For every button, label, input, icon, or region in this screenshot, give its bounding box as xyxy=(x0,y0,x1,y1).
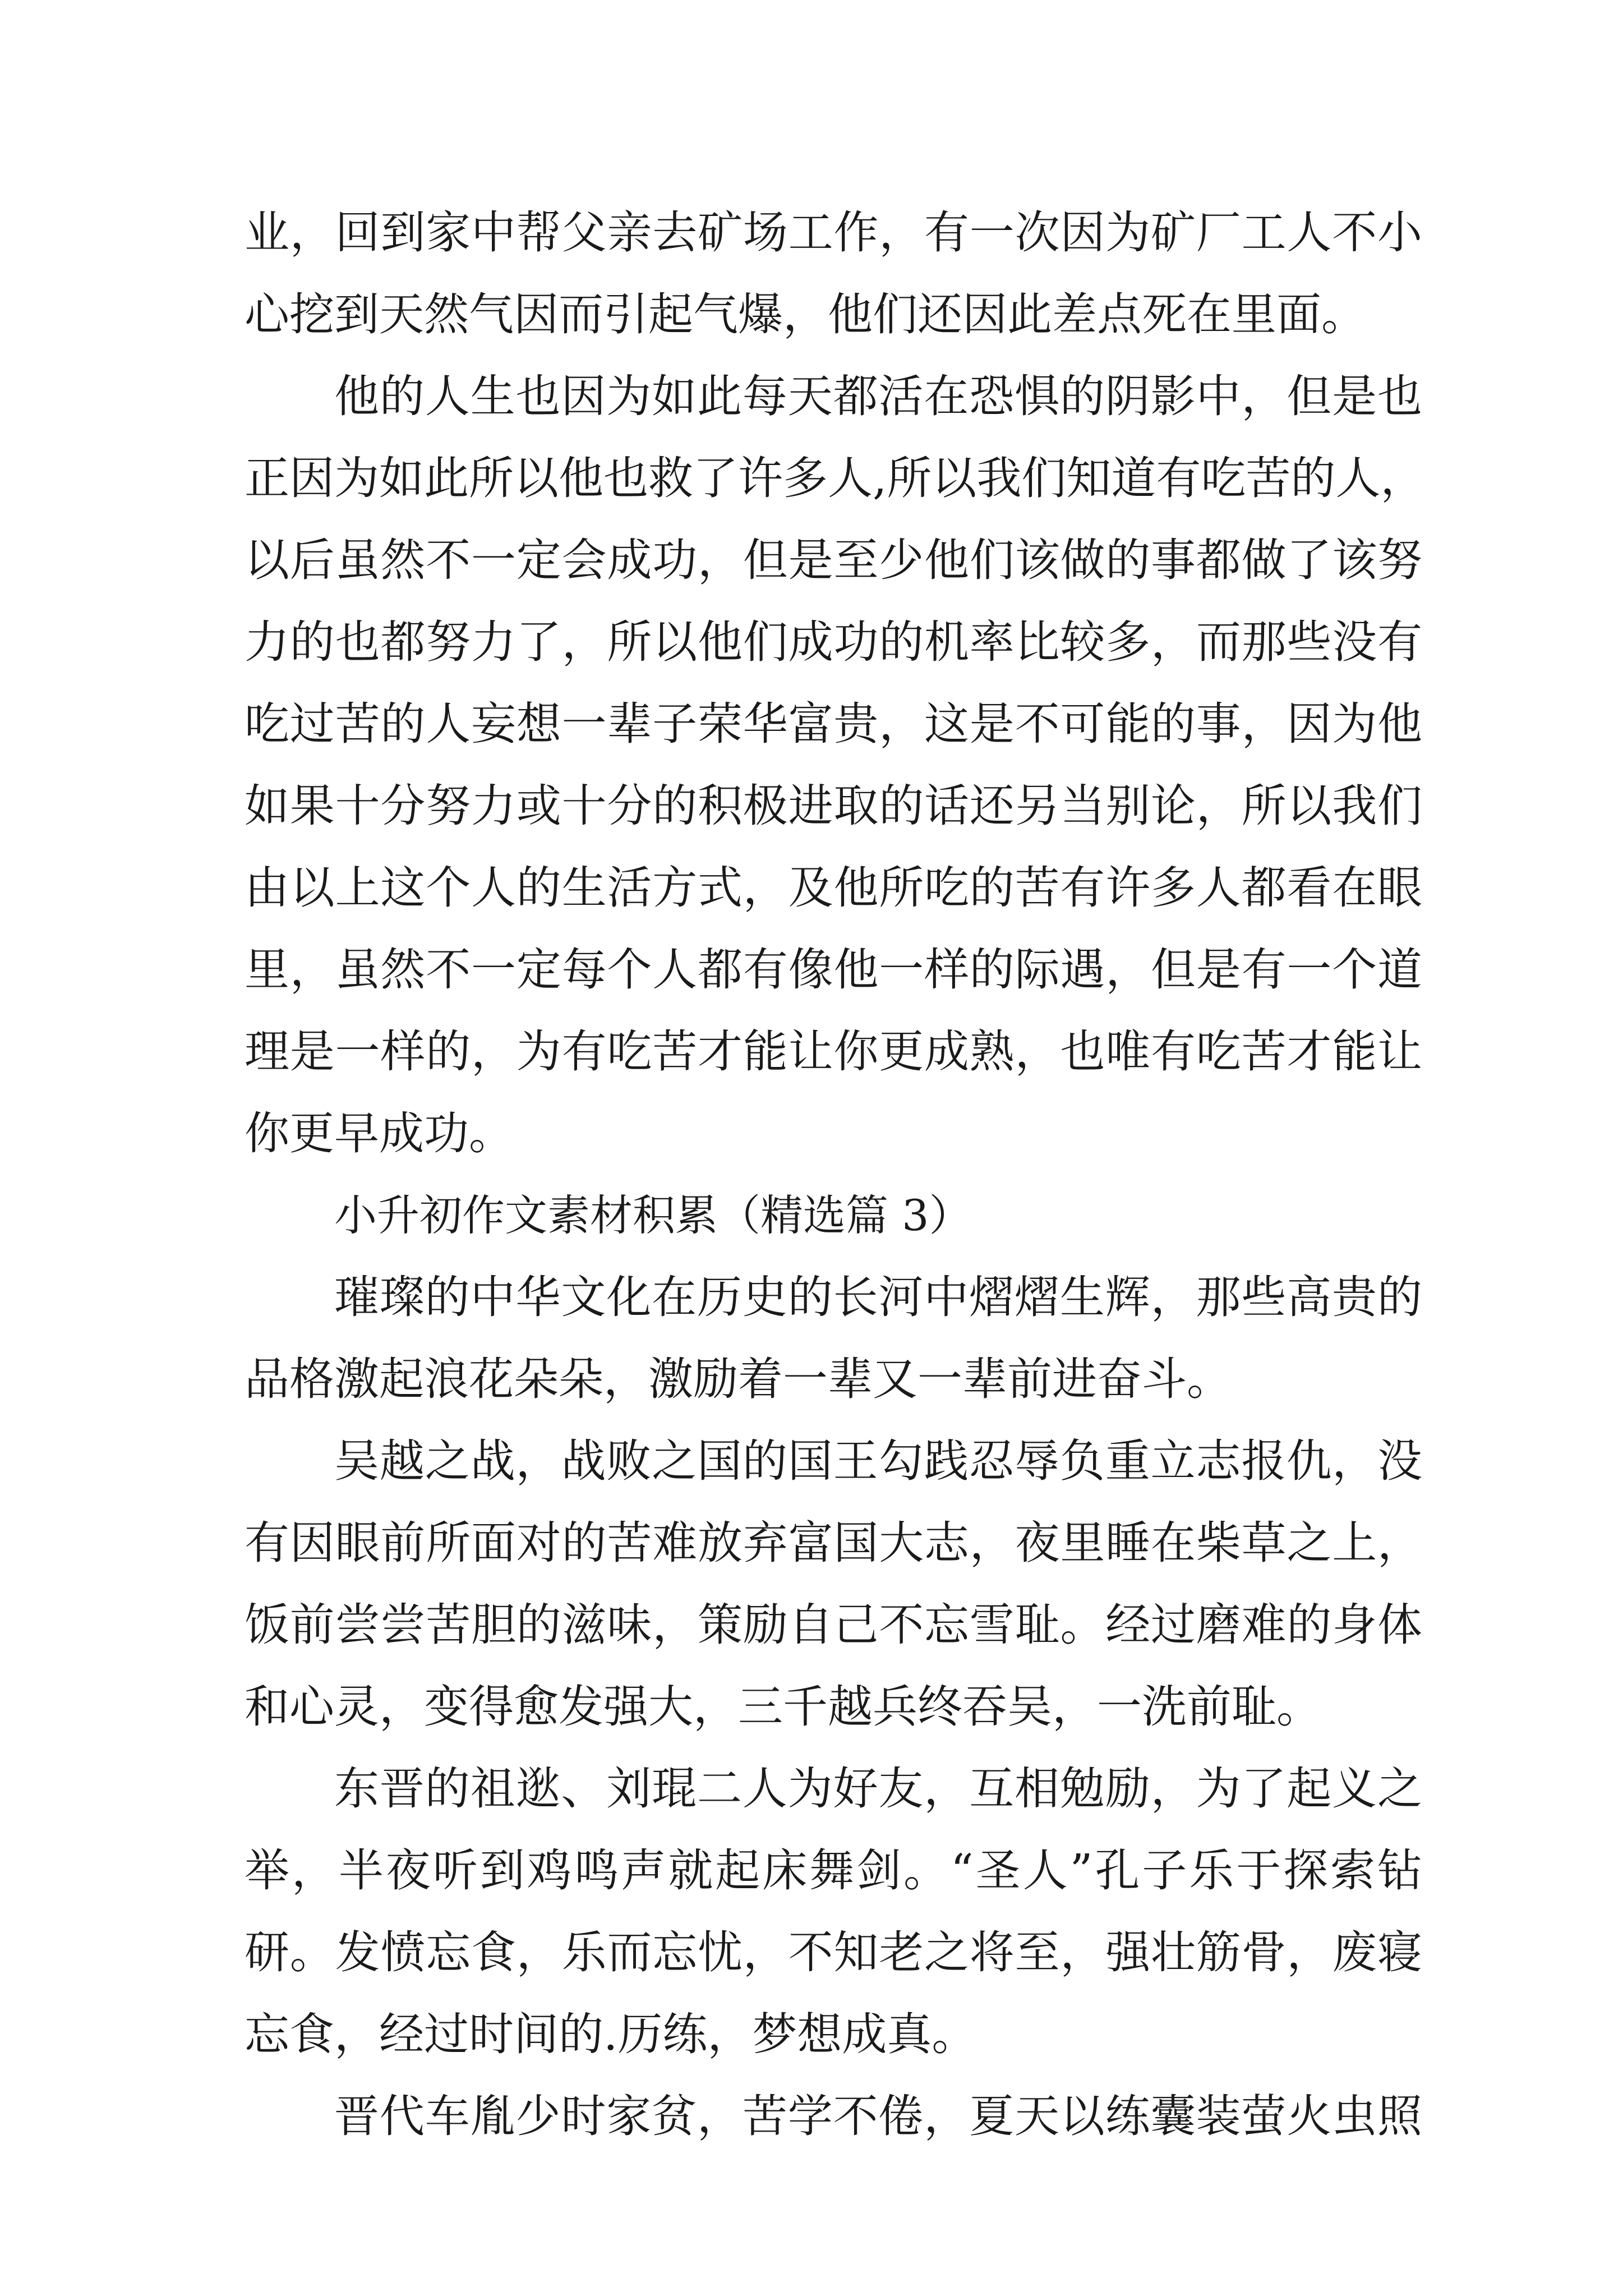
text-line: 吴越之战，战败之国的国王勾践忍辱负重立志报仇，没 xyxy=(334,1435,1422,1487)
paragraph-1 xyxy=(245,192,1422,356)
text-line: 东晋的祖逖、刘琨二人为好友，互相勉励，为了起义之 xyxy=(334,1763,1422,1815)
text-line: 饭前尝尝苦胆的滋味，策励自己不忘雪耻。经过磨难的身体 xyxy=(245,1599,1422,1651)
text-line: 力的也都努力了，所以他们成功的机率比较多，而那些没有 xyxy=(245,616,1422,668)
text-line: 由以上这个人的生活方式，及他所吃的苦有许多人都看在眼 xyxy=(245,862,1422,914)
section-heading-text: 小升初作文素材积累（精选篇 3） xyxy=(334,1190,972,1240)
text-line: 和心灵，变得愈发强大，三千越兵终吞吴，一洗前耻。 xyxy=(245,1681,1321,1733)
paragraph-4 xyxy=(245,1420,1422,1748)
text-line: 业，回到家中帮父亲去矿场工作，有一次因为矿厂工人不小 xyxy=(245,206,1422,259)
document-body xyxy=(245,192,1426,2157)
text-line: 晋代车胤少时家贫，苦学不倦，夏天以练囊装萤火虫照 xyxy=(334,2090,1422,2142)
text-line: 璀璨的中华文化在历史的长河中熠熠生辉，那些高贵的 xyxy=(334,1271,1422,1323)
text-line: 如果十分努力或十分的积极进取的话还另当别论，所以我们 xyxy=(245,780,1422,832)
paragraph-6 xyxy=(245,2076,1422,2157)
text-line: 正因为如此所以他也救了许多人,所以我们知道有吃苦的人， xyxy=(245,452,1426,504)
section-heading xyxy=(245,1175,1422,1257)
paragraph-5 xyxy=(245,1748,1422,2076)
paragraph-3 xyxy=(245,1257,1422,1420)
text-line: 忘食，经过时间的.历练，梦想成真。 xyxy=(245,2008,977,2060)
text-line: 举，半夜听到鸡鸣声就起床舞剑。“圣人”孔子乐于探索钻 xyxy=(245,1844,1422,1897)
text-line: 有因眼前所面对的苦难放弃富国大志，夜里睡在柴草之上， xyxy=(245,1517,1422,1569)
text-line: 他的人生也因为如此每天都活在恐惧的阴影中，但是也 xyxy=(334,370,1422,422)
text-line: 理是一样的，为有吃苦才能让你更成熟，也唯有吃苦才能让 xyxy=(245,1025,1422,1078)
text-line: 你更早成功。 xyxy=(245,1107,514,1159)
text-line: 研。发愤忘食，乐而忘忧，不知老之将至，强壮筋骨，废寝 xyxy=(245,1926,1422,1978)
paragraph-2 xyxy=(245,356,1426,1175)
text-line: 心挖到天然气因而引起气爆，他们还因此差点死在里面。 xyxy=(245,288,1366,341)
text-line: 里，虽然不一定每个人都有像他一样的际遇，但是有一个道 xyxy=(245,944,1422,996)
text-line: 品格激起浪花朵朵，激励着一辈又一辈前进奋斗。 xyxy=(245,1353,1232,1405)
text-line: 吃过苦的人妄想一辈子荣华富贵，这是不可能的事，因为他 xyxy=(245,698,1422,750)
text-line: 以后虽然不一定会成功，但是至少他们该做的事都做了该努 xyxy=(245,534,1422,586)
